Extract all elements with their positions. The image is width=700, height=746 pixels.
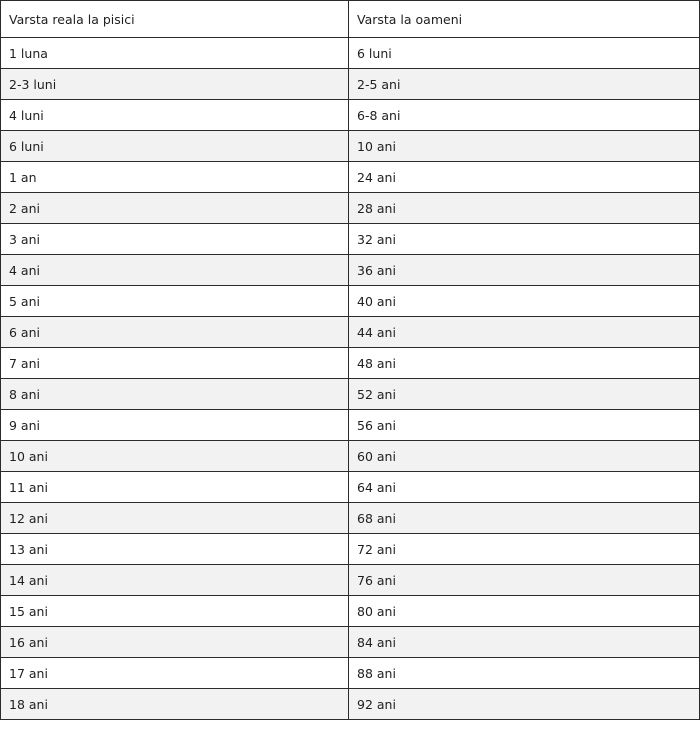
cell-cat-age: 2 ani [1, 193, 349, 224]
cell-human-age: 84 ani [349, 627, 700, 658]
cell-cat-age: 8 ani [1, 379, 349, 410]
cell-cat-age: 16 ani [1, 627, 349, 658]
cell-cat-age: 6 luni [1, 131, 349, 162]
cell-cat-age: 15 ani [1, 596, 349, 627]
cell-human-age: 80 ani [349, 596, 700, 627]
cell-human-age: 44 ani [349, 317, 700, 348]
table-row [1, 565, 700, 596]
cell-human-age: 92 ani [349, 689, 700, 720]
table-row [1, 286, 700, 317]
table-row [1, 348, 700, 379]
cell-cat-age: 1 an [1, 162, 349, 193]
cell-cat-age: 14 ani [1, 565, 349, 596]
table-row [1, 38, 700, 69]
cell-human-age: 10 ani [349, 131, 700, 162]
cell-cat-age: 18 ani [1, 689, 349, 720]
cell-human-age: 56 ani [349, 410, 700, 441]
cell-human-age: 32 ani [349, 224, 700, 255]
table-row [1, 596, 700, 627]
cell-cat-age: 7 ani [1, 348, 349, 379]
cell-human-age: 48 ani [349, 348, 700, 379]
table-row [1, 255, 700, 286]
table-row [1, 689, 700, 720]
cell-human-age: 40 ani [349, 286, 700, 317]
cell-cat-age: 13 ani [1, 534, 349, 565]
cell-cat-age: 5 ani [1, 286, 349, 317]
cell-cat-age: 6 ani [1, 317, 349, 348]
table-row [1, 534, 700, 565]
table-row [1, 441, 700, 472]
table-row [1, 410, 700, 441]
table-row [1, 503, 700, 534]
table-row [1, 100, 700, 131]
table-row [1, 224, 700, 255]
header-human-age: Varsta la oameni [349, 1, 700, 38]
cell-cat-age: 9 ani [1, 410, 349, 441]
cell-human-age: 88 ani [349, 658, 700, 689]
table-row [1, 627, 700, 658]
cell-cat-age: 12 ani [1, 503, 349, 534]
cell-cat-age: 10 ani [1, 441, 349, 472]
cell-cat-age: 2-3 luni [1, 69, 349, 100]
cell-human-age: 6 luni [349, 38, 700, 69]
table-body [1, 38, 700, 720]
table-row [1, 193, 700, 224]
table-row [1, 658, 700, 689]
header-cat-age: Varsta reala la pisici [1, 1, 349, 38]
cell-human-age: 64 ani [349, 472, 700, 503]
cell-cat-age: 4 luni [1, 100, 349, 131]
cell-human-age: 2-5 ani [349, 69, 700, 100]
cell-human-age: 24 ani [349, 162, 700, 193]
cell-human-age: 28 ani [349, 193, 700, 224]
table-row [1, 472, 700, 503]
table-row [1, 131, 700, 162]
cell-cat-age: 3 ani [1, 224, 349, 255]
table-row [1, 162, 700, 193]
table-row [1, 69, 700, 100]
table-row [1, 379, 700, 410]
cell-human-age: 60 ani [349, 441, 700, 472]
cell-human-age: 76 ani [349, 565, 700, 596]
cell-cat-age: 17 ani [1, 658, 349, 689]
cell-human-age: 72 ani [349, 534, 700, 565]
cell-cat-age: 1 luna [1, 38, 349, 69]
cell-human-age: 68 ani [349, 503, 700, 534]
cell-cat-age: 4 ani [1, 255, 349, 286]
table-row [1, 317, 700, 348]
cell-human-age: 6-8 ani [349, 100, 700, 131]
cell-human-age: 52 ani [349, 379, 700, 410]
cell-cat-age: 11 ani [1, 472, 349, 503]
cell-human-age: 36 ani [349, 255, 700, 286]
table-header-row [1, 1, 700, 38]
